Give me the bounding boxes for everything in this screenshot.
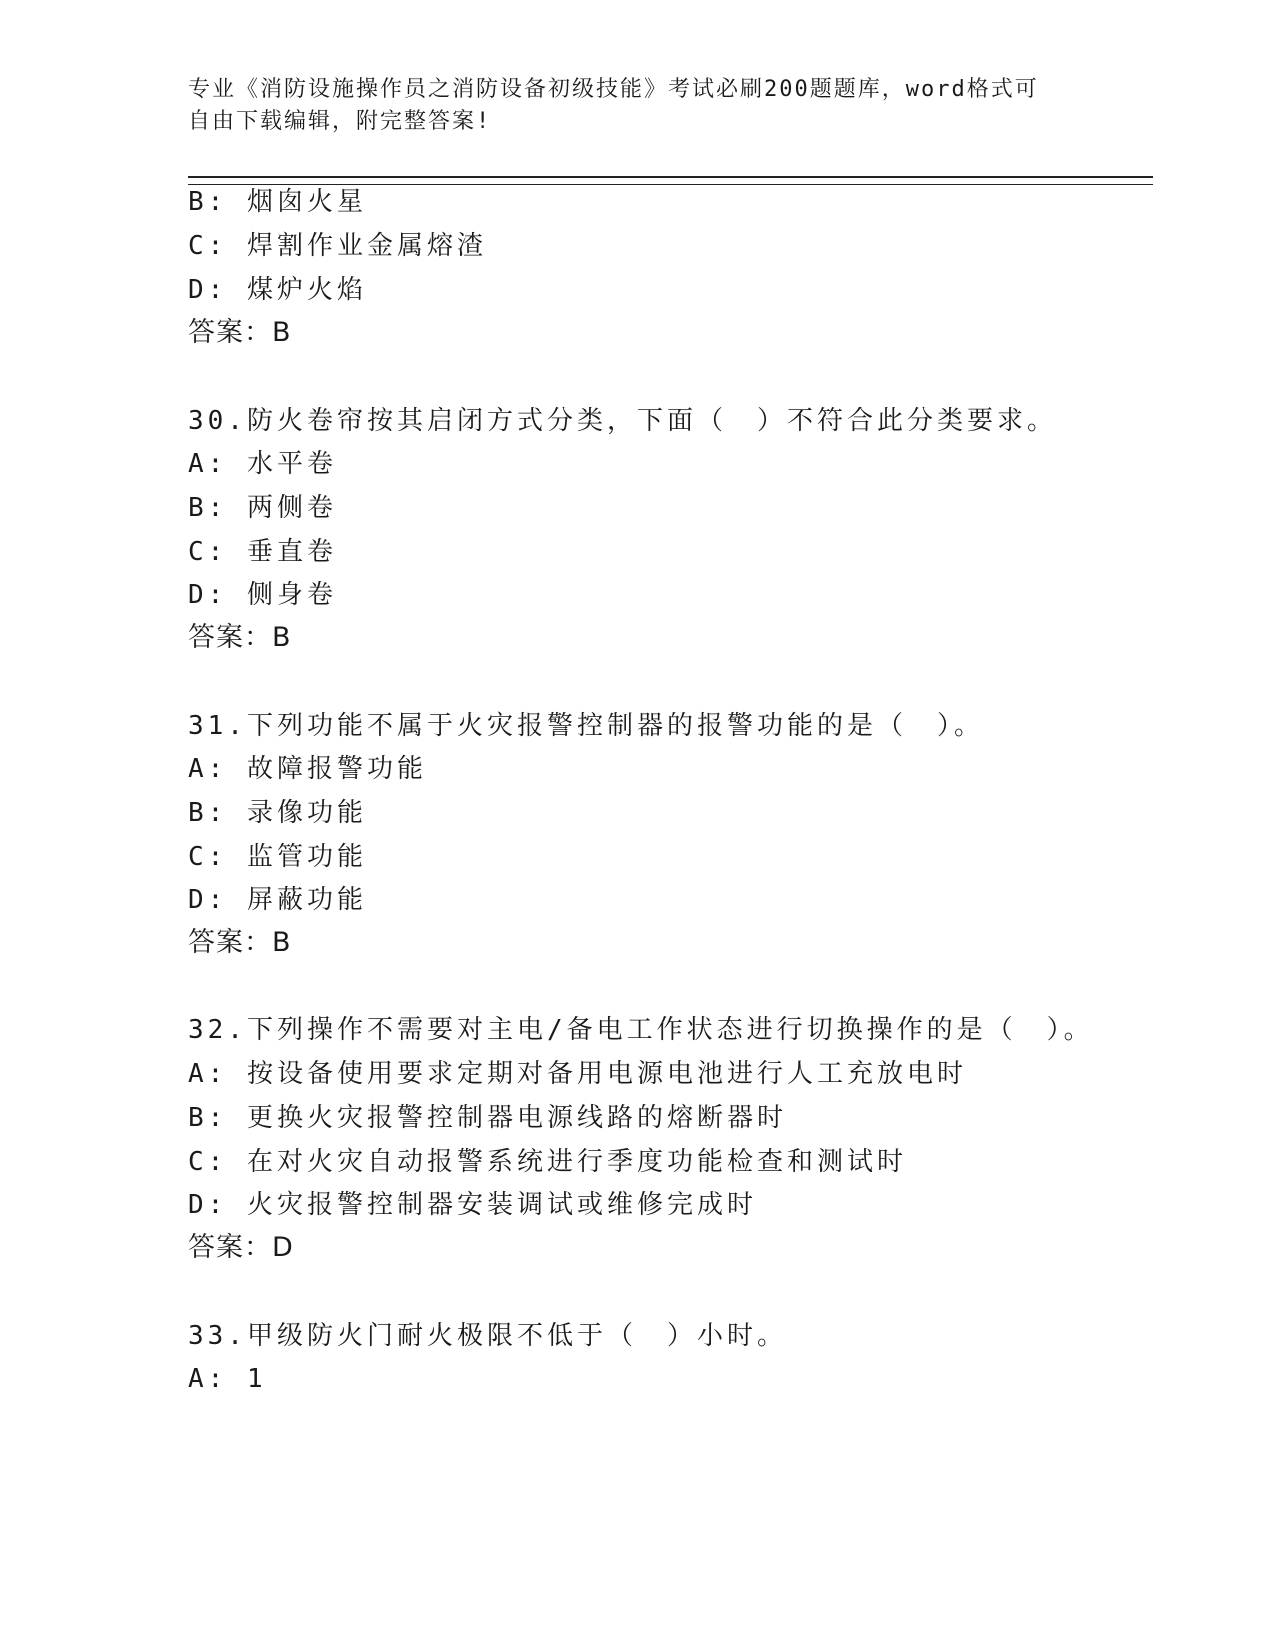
q29-option-d: D: 煤炉火焰	[188, 275, 367, 305]
document-header	[188, 74, 1088, 138]
q30-option-a: A: 水平卷	[188, 449, 337, 479]
q32-answer: 答案：D	[188, 1232, 294, 1263]
q31-answer: 答案：B	[188, 927, 292, 958]
q30-option-c: C: 垂直卷	[188, 537, 337, 567]
q31-option-c: C: 监管功能	[188, 842, 367, 872]
header-title-line1: 专业《消防设施操作员之消防设备初级技能》考试必刷200题题库，word格式可	[188, 77, 1039, 102]
q30-option-d: D: 侧身卷	[188, 580, 337, 610]
q29-option-b: B: 烟囱火星	[188, 187, 367, 217]
q32-option-b: B: 更换火灾报警控制器电源线路的熔断器时	[188, 1103, 787, 1133]
q31-stem: 31.下列功能不属于火灾报警控制器的报警功能的是（ ）。	[188, 711, 984, 741]
header-title-line2: 自由下载编辑，附完整答案!	[188, 109, 492, 134]
q32-option-a: A: 按设备使用要求定期对备用电源电池进行人工充放电时	[188, 1059, 967, 1089]
q32-option-d: D: 火灾报警控制器安装调试或维修完成时	[188, 1190, 757, 1220]
q32-option-c: C: 在对火灾自动报警系统进行季度功能检查和测试时	[188, 1147, 907, 1177]
q30-stem: 30.防火卷帘按其启闭方式分类，下面（ ）不符合此分类要求。	[188, 406, 1057, 436]
q33-option-a: A: 1	[188, 1364, 267, 1394]
q29-option-c: C: 焊割作业金属熔渣	[188, 231, 487, 261]
q32-stem: 32.下列操作不需要对主电/备电工作状态进行切换操作的是（ ）。	[188, 1015, 1094, 1045]
q30-option-b: B: 两侧卷	[188, 493, 337, 523]
q30-answer: 答案：B	[188, 622, 292, 653]
q33-stem: 33.甲级防火门耐火极限不低于（ ）小时。	[188, 1321, 787, 1351]
q31-option-d: D: 屏蔽功能	[188, 885, 367, 915]
header-divider	[188, 176, 1153, 185]
q29-answer: 答案：B	[188, 317, 292, 348]
q31-option-b: B: 录像功能	[188, 798, 367, 828]
q31-option-a: A: 故障报警功能	[188, 754, 427, 784]
